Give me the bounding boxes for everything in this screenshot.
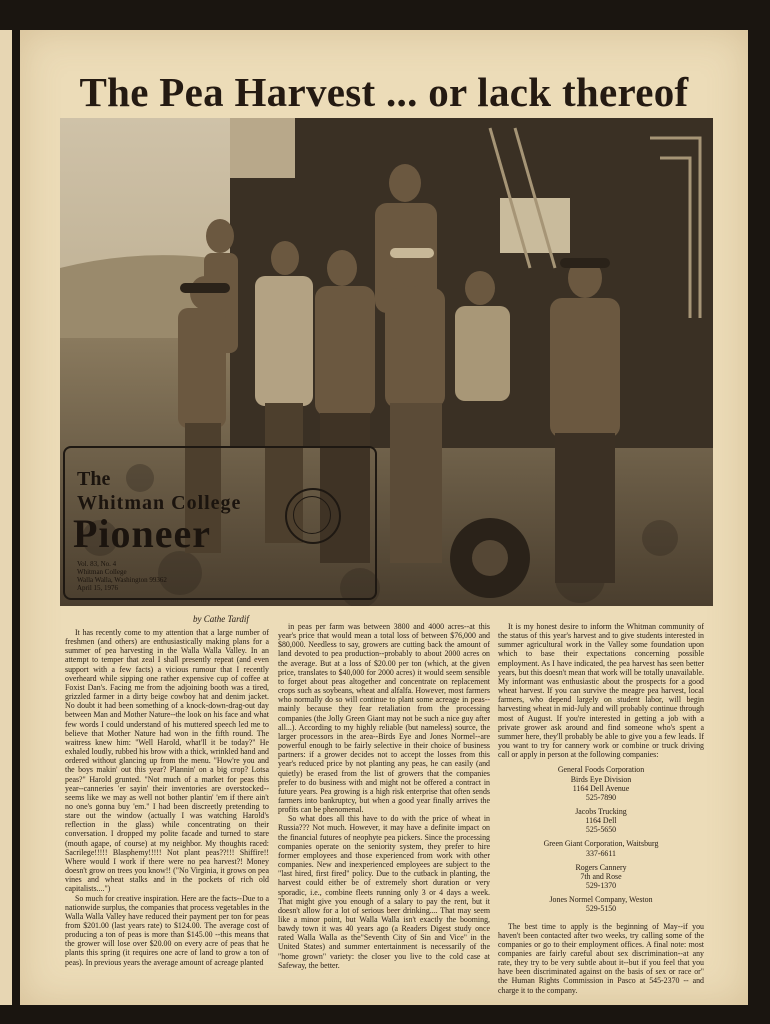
company-line: Jones Normel Company, Weston [549,895,653,905]
company-line: 337-6611 [586,848,616,858]
company-entry [498,765,704,802]
masthead-college: Whitman College [77,492,242,514]
paragraph: So what does all this have to do with the price of wheat in Russia??? Not much. However, it may have a definite impact on the financial futures of neophyte pea pickers. Since the processing companies operate on the seniority system, they prefer to hire former employees and those experienced from work with other companies. New and inexperienced employees are subject to the "last hired, first fired" policy. Due to the cutback in planting, the harvest could either be of extremely short duration or very sporadic, i.e., combine fleets running only 3 or 4 days a week. That might give you enough of a salary to pay the rent, but it doesn't allow for a lot of serious beer drinking.... That may seem like a minor point, but Walla Walla isn't exactly the booming, bawdy town it was 40 years ago (a Readers Digest study once rated Walla Walla as the"Seventh City of Sin and Vice" in the United States) and summer entertainment is necessarily of the "home grown" variety: the closer you live to the cold case at Safeway, the better. [278,814,490,970]
company-line: Green Giant Corporation, Waitsburg [543,839,659,849]
company-list [498,765,704,913]
article-column-2 [278,622,490,970]
company-line: Rogers Cannery [575,862,627,872]
company-entry [498,807,704,834]
company-line: Jacobs Trucking [575,806,627,816]
paragraph: The best time to apply is the beginning of May--if you haven't been contacted after two weeks, try calling some of the companies or go to their employment offices. A final note: most companies are fairly careful about sex discrimination--at any rate, they try to be very subtle about it--but if you feel that you have been discriminated against on the basis of sex or race or" the Human Rights Commission in Pasco at 545-2370 -- and charge it to the company. [498,921,704,995]
company-line: 7th and Rose [580,871,622,881]
masthead-the: The [77,468,111,490]
masthead-address: Walla Walla, Washington 99362 [77,576,167,584]
article-column-1 [65,628,269,967]
masthead-volume: Vol. 83, No. 4 [77,560,117,568]
pioneer-masthead [63,446,377,600]
college-seal-icon [285,488,341,544]
company-line: 529-1370 [585,881,617,891]
company-line: 525-5650 [585,825,617,835]
newspaper-page [20,30,748,1005]
company-entry [498,863,704,890]
byline: by Cathe Tardif [193,614,249,624]
masthead-school: Whitman College [77,568,127,576]
company-line: 1164 Dell [585,816,617,826]
company-line: 525-7890 [585,792,617,802]
masthead-title: Pioneer [73,511,212,556]
paragraph: in peas per farm was between 3800 and 4000 acres--at this year's price that would mean a total loss of between $76,000 and $80,000. Needless to say, growers are cutting back the amount of land devoted to pea production--probably to about 2000 acres on the average. But at a loss of $20.00 per ton (which, at the given price, translates to $40,000 for 2000 acres) it would seem sensible to forget about peas altogether and concentrate on replacement crops such as soybeans, wheat and alfalfa. However, most farmers who normally do so will continue to plant some acreage in peas--mainly because they fear retaliation from the processing companies (the Jolly Green Giant may not be such a nice guy after all...). According to my highly reliable (but nameless) source, the larger processors in the area--Birds Eye and Jones Normel--are powerful enough to be fairly selective in their choice of business partners: if a grower decides not to accept the losses from this year's reduced price by not planting any peas, he can easily (and quietly) be erased from the list of growers that the companies prefer to do business with and might not be offered a contract in future years. Pea growing is a high risk enterprise that often sends farmers into bankruptcy, but when a good year finally arrives the profits can be phenomenal. [278,622,490,815]
masthead-info [77,560,167,592]
previous-page-edge [0,30,12,1005]
company-line: General Foods Corporation [557,765,645,775]
masthead-date: April 15, 1976 [77,584,119,592]
company-entry [498,895,704,913]
company-line: Birds Eye Division [570,774,632,784]
company-entry [498,839,704,857]
paragraph: So much for creative inspiration. Here are the facts--Due to a nationwide surplus, the companies that process vegetables in the Walla Walla Valley have reduced their payment per ton for peas from $201.00 (last years rate) to $124.00. The average cost of producing a ton of peas is more than $145.00 --this means that the grower will lose over $20.00 on every acre of peas that he plants this spring (it requires one acre of land to grow a ton of peas). In previous years the average amount of acreage planted [65,893,269,967]
company-line: 529-5150 [585,904,617,914]
headline: The Pea Harvest ... or lack thereof [79,69,689,115]
paragraph: It is my honest desire to inform the Whitman community of the status of this year's harvest and to give students interested in summer agricultural work in the Valley some foundation upon which to base their expectations concerning possible employment. As I have indicated, the pea harvest has seen better years, but this doesn't mean that work will be totally unavailable. My informant was enthusiastic about the prospects for a good wheat harvest. If you can survive the meagre pea harvest, local farmers, who depend largely on student labor, will begin harvesting wheat in mid-July and will probably continue through most of August. If you're interested in getting a job with a private grower ask around and find someone who's spent a summer here, they'll probably be able to give you a few leads. If you want to try for cannery work or combine or truck driving call or apply in person at the following companies: [498,622,704,760]
article-column-3 [498,622,704,995]
paragraph: It has recently come to my attention that a large number of freshmen (and others) are enthusiastically making plans for a summer of pea harvesting in the Walla Walla Valley. In an attempt to temper that zeal I shall presently repeat (and even support with a few facts) a vicious rumour that I recently overheard while sipping one rather expensive cup of coffee at Foxist Dan's. Facing me from the adjoining booth was a tired, grizzled farmer in a dirty beige cowboy hat and denim jacket. No doubt it had been something of a knock-down-drag-out day between Man and Mother Nature--the look on his face and what few words I could understand of his muttered speech led me to believe that Mother Nature had won in the fifth round. The waitress knew him: "Well Harold, what'll it be today?" He exhaled loudly, rubbed his brow with a thick, wrinkled hand and ordered without glancing up from the menu. "How're you and the boys makin' out this year? Plannin' on a big crop? Lotsa peas?" Harold grunted. "Not much of a market for peas this year--canneries 'er sayin' their inventories are overstocked--seems like we may as well not bother plantin' 'em if there ain't no one's gonna buy 'em." I had been discreetly pretending to stare out the window (actually I was watching Harold's reflection in the glass) while concentrating on their conversation. I dropped my polite facade and turned to stare (mouth agape, of course) at my neighbor. My thoughts raced: Sacrilege!!!!! Blasphemy!!!!! Not plant peas??!!! Shiffire!! Where would I work if there were no pea harvest?! Money doesn't grow on trees you know!! ("No Virginia, it grows on pea vines and wheat stalks and in the pockets of rich old capitalists....") [65,628,269,894]
company-line: 1164 Dell Avenue [572,783,630,793]
